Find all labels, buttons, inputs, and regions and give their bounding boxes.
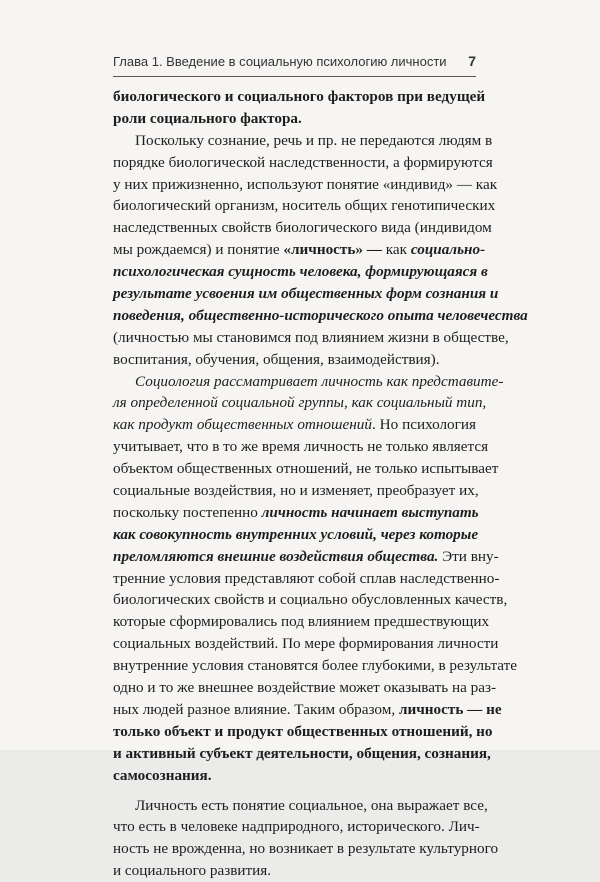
text-span: личность начинает выступать <box>262 504 479 521</box>
text-line <box>113 86 476 108</box>
paragraph-gap <box>113 787 476 795</box>
text-line <box>113 108 476 130</box>
text-span: биологического и социального факторов при ведущей <box>113 88 485 105</box>
text-span: порядке биологической наследственности, а формируются <box>113 154 493 171</box>
text-span: самосознания. <box>113 767 212 784</box>
text-span: Социология рассматривает личность как представите- <box>135 373 503 390</box>
text-line <box>113 655 476 677</box>
text-span: Личность есть понятие социальное, она выражает все, <box>135 797 488 814</box>
text-line <box>113 392 476 414</box>
text-line <box>113 414 476 436</box>
text-span: одно и то же внешнее воздействие может оказывать на раз- <box>113 679 496 696</box>
paragraph <box>113 130 476 371</box>
text-span: поведения, общественно-исторического опыта человечества <box>113 307 528 324</box>
text-line <box>113 743 476 765</box>
body-text <box>113 86 476 882</box>
text-span: учитывает, что в то же время личность не только является <box>113 438 488 455</box>
text-span: наследственных свойств биологического вида (индивидом <box>113 219 492 236</box>
text-span: воспитания, обучения, общения, взаимодействия). <box>113 351 440 368</box>
text-span: преломляются внешние воздействия общества. <box>113 548 438 565</box>
text-line <box>113 860 476 882</box>
text-span: и социального развития. <box>113 862 271 879</box>
text-span: «личность» — <box>283 241 382 258</box>
paragraph <box>113 371 476 787</box>
text-span: и активный субъект деятельности, общения, сознания, <box>113 745 491 762</box>
text-span: биологический организм, носитель общих генотипических <box>113 197 495 214</box>
text-line <box>113 436 476 458</box>
text-line <box>113 283 476 305</box>
text-line <box>113 589 476 611</box>
page-number: 7 <box>468 53 476 69</box>
text-span: как продукт общественных отношений <box>113 416 372 433</box>
text-line <box>113 838 476 860</box>
text-line <box>113 721 476 743</box>
text-line <box>113 239 476 261</box>
text-line <box>113 327 476 349</box>
paragraph <box>113 86 476 130</box>
text-span: мы рождаемся) и понятие <box>113 241 283 258</box>
text-span: у них прижизненно, используют понятие «индивид» — как <box>113 176 497 193</box>
text-line <box>113 677 476 699</box>
text-line <box>113 305 476 327</box>
text-span: что есть в человеке надприродного, исторического. Лич- <box>113 818 480 835</box>
text-line <box>113 458 476 480</box>
text-span: личность — не <box>399 701 502 718</box>
text-line <box>113 633 476 655</box>
text-span: ных людей разное влияние. Таким образом, <box>113 701 399 718</box>
text-line <box>113 217 476 239</box>
text-span: поскольку постепенно <box>113 504 262 521</box>
text-line <box>113 795 476 817</box>
text-line <box>113 699 476 721</box>
text-span: которые сформировались под влиянием предшествующих <box>113 613 489 630</box>
text-line <box>113 130 476 152</box>
text-line <box>113 568 476 590</box>
text-line <box>113 174 476 196</box>
text-span: ля определенной социальной группы, как социальный тип, <box>113 394 486 411</box>
text-span: . Но психология <box>372 416 476 433</box>
text-span: социальные воздействия, но и изменяет, преобразует их, <box>113 482 479 499</box>
text-line <box>113 611 476 633</box>
text-line <box>113 765 476 787</box>
text-line <box>113 152 476 174</box>
text-line <box>113 371 476 393</box>
text-span: ность не врожденна, но возникает в результате культурного <box>113 840 498 857</box>
text-span: социальных воздействий. По мере формирования личности <box>113 635 498 652</box>
text-span: только объект и продукт общественных отношений, но <box>113 723 493 740</box>
text-line <box>113 546 476 568</box>
text-span: как совокупность внутренних условий, через которые <box>113 526 478 543</box>
text-span: Эти вну- <box>438 548 498 565</box>
text-span: (личностью мы становимся под влиянием жизни в обществе, <box>113 329 509 346</box>
running-header <box>113 50 476 77</box>
text-line <box>113 480 476 502</box>
text-span: роли социального фактора. <box>113 110 302 127</box>
text-span: социально- <box>411 241 485 258</box>
text-span: Поскольку сознание, речь и пр. не передаются людям в <box>135 132 492 149</box>
chapter-title: Глава 1. Введение в социальную психологию личности <box>113 54 447 69</box>
text-line <box>113 502 476 524</box>
text-span: внутренние условия становятся более глубокими, в результате <box>113 657 517 674</box>
text-line <box>113 524 476 546</box>
paragraph <box>113 795 476 882</box>
text-line <box>113 195 476 217</box>
text-span: объектом общественных отношений, не только испытывает <box>113 460 498 477</box>
text-span: как <box>382 241 411 258</box>
text-line <box>113 816 476 838</box>
text-line <box>113 349 476 371</box>
text-span: тренние условия представляют собой сплав наследственно- <box>113 570 499 587</box>
text-span: результате усвоения им общественных форм сознания и <box>113 285 498 302</box>
text-span: психологическая сущность человека, формирующаяся в <box>113 263 488 280</box>
text-line <box>113 261 476 283</box>
text-span: биологических свойств и социально обусловленных качеств, <box>113 591 507 608</box>
